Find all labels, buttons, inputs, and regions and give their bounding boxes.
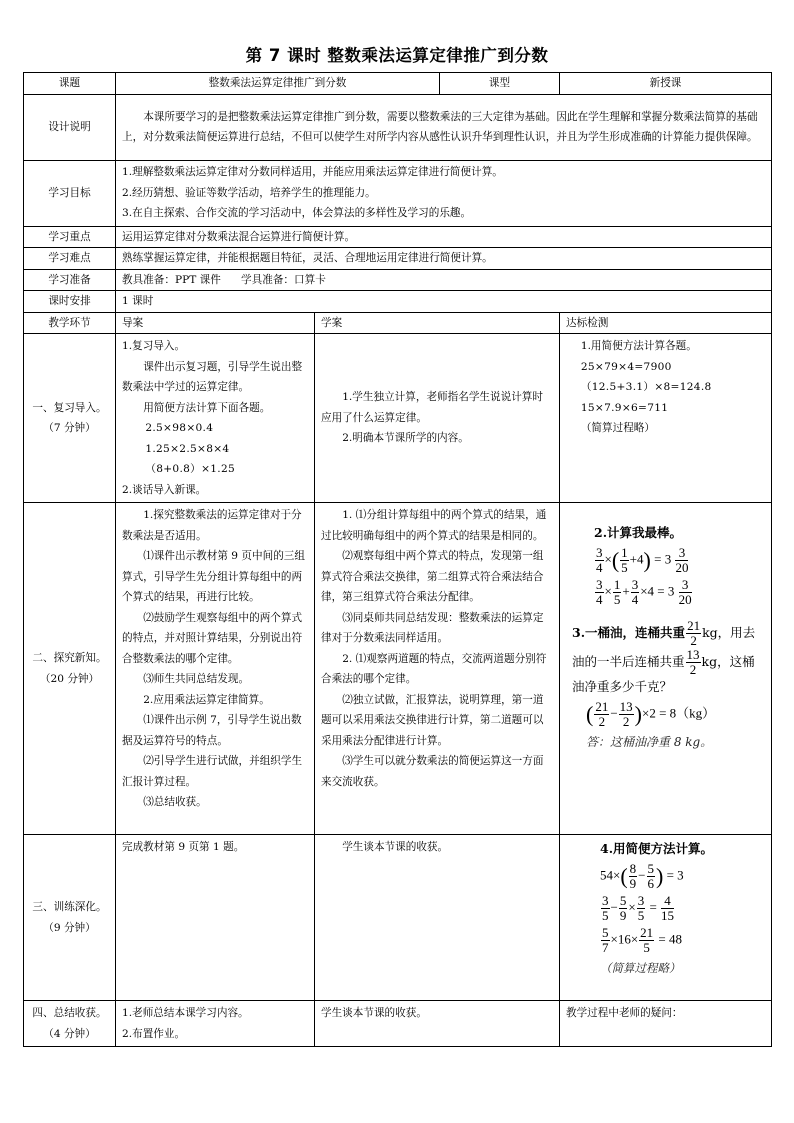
goal-item: 1.理解整数乘法运算定律对分数同样适用，并能应用乘法运算定律进行简便计算。 <box>122 166 503 179</box>
check-line: （简算过程略） <box>580 422 655 434</box>
practice-guide: 完成教材第 9 页第 1 题。 <box>116 835 315 1001</box>
difficulty-row <box>24 248 772 270</box>
equation-b: $\frac{3}{4}$ × $\frac{1}{5}$ + $\frac{3}{4}$ ×4 = 3 $\frac{3}{20}$ <box>596 577 692 607</box>
section-time: （4 分钟） <box>43 1027 96 1040</box>
learn-line: 2.明确本节课所学的内容。 <box>342 432 469 445</box>
design-text: 本课所要学习的是把整数乘法运算定律推广到分数，需要以整数乘法的三大定律为基础。因此在学生理解和掌握分数乘法简算的基础上，对分数乘法简便运算进行总结，不但可以使学生对所学内容从感性认识升华到理性认识，并且为学生形成准确的计算能力提供保障。 <box>122 110 758 143</box>
guide-line: 2.谈话导入新课。 <box>122 483 207 496</box>
summary-learn: 学生谈本节课的收获。 <box>315 1001 560 1047</box>
page-title: 第 7 课时 整数乘法运算定律推广到分数 <box>245 46 549 65</box>
learn-line: ⑵观察每组中两个算式的特点，发现第一组算式符合乘法交换律，第二组算式符合乘法结合律，第三组算式符合乘法分配律。 <box>321 550 544 603</box>
q2-title: 2.计算我最棒。 <box>594 525 683 540</box>
check-line: 15×7.9×6=711 <box>580 401 669 414</box>
review-row <box>24 334 772 503</box>
check-line: 25×79×4=7900 <box>580 360 672 373</box>
learn-line: 1.学生独立计算，老师指名学生说说计算时应用了什么运算定律。 <box>321 391 543 424</box>
q4-equation-1: 54×( $\frac{8}{9}$ − $\frac{5}{6}$ ) = 3 <box>600 861 684 891</box>
guide-line: 2.布置作业。 <box>122 1027 186 1040</box>
difficulty-label: 学习难点 <box>24 248 116 270</box>
schedule-text: 1 课时 <box>116 291 772 313</box>
schedule-row <box>24 291 772 313</box>
design-row <box>24 94 772 160</box>
guide-line: 用简便方法计算下面各题。 <box>143 401 271 414</box>
learn-line: 2. ⑴观察两道题的特点，交流两道题分别符合乘法的哪个定律。 <box>321 652 547 685</box>
schedule-label: 课时安排 <box>24 291 116 313</box>
difficulty-text: 熟练掌握运算定律，并能根据题目特征，灵活、合理地运用定律进行简便计算。 <box>116 248 772 270</box>
guide-line: ⑴课件出示教材第 9 页中间的三组算式，引导学生先分组计算每组中的两个算式的结果，再进行比较。 <box>122 550 305 603</box>
q3-answer: 答：这桶油净重 8 kg。 <box>586 735 713 749</box>
key-row <box>24 226 772 248</box>
q3-text: 3.一桶油，连桶共重 $\frac{21}{2}$ kg，用去油的一半后连桶共重 $\frac{13}{2}$ kg，这桶油净重多少千克？ <box>572 618 756 694</box>
design-label: 设计说明 <box>24 94 116 160</box>
col-learn: 学案 <box>315 312 560 334</box>
col-step: 教学环节 <box>24 312 116 334</box>
guide-line: ⑴课件出示例 7，引导学生说出数据及运算符号的特点。 <box>122 714 302 747</box>
check-line: （12.5+3.1）×8=124.8 <box>580 381 712 393</box>
practice-learn: 学生谈本节课的收获。 <box>342 841 449 853</box>
section-name: 四、总结收获。 <box>32 1007 107 1019</box>
lesson-label: 课题 <box>24 73 116 95</box>
guide-line: ⑵引导学生进行试做，并组织学生汇报计算过程。 <box>122 755 303 788</box>
q4-title: 4.用简便方法计算。 <box>600 841 714 856</box>
col-check: 达标检测 <box>560 312 772 334</box>
section-time: （9 分钟） <box>43 921 96 934</box>
section-time: （20 分钟） <box>39 672 100 685</box>
type-value: 新授课 <box>560 73 772 95</box>
guide-line: ⑶总结收获。 <box>143 796 207 808</box>
q4-note: （简算过程略） <box>600 961 681 975</box>
guide-line: 2.5×98×0.4 <box>145 422 214 434</box>
q4-equation-3: $\frac{5}{7}$ ×16× $\frac{21}{5}$ = 48 <box>602 925 683 955</box>
section-time: （7 分钟） <box>43 422 96 434</box>
check-line: 1.用简便方法计算各题。 <box>580 340 697 352</box>
explore-row <box>24 503 772 835</box>
prep-row <box>24 269 772 291</box>
learn-line: ⑵独立试做，汇报算法，说明算理，第一道题可以采用乘法交换律进行计算，第二道题可以采用乘法分配律进行计算。 <box>321 693 544 747</box>
lesson-value: 整数乘法运算定律推广到分数 <box>116 73 440 95</box>
prep-text: 教具准备：PPT 课件 学具准备：口算卡 <box>116 269 772 291</box>
key-text: 运用运算定律对分数乘法混合运算进行简便计算。 <box>116 226 772 248</box>
summary-row <box>24 1001 772 1047</box>
guide-line: 1.探究整数乘法的运算定律对于分数乘法是否适用。 <box>122 509 302 542</box>
learn-line: ⑶同桌师共同总结发现：整数乘法的运算定律对于分数乘法同样适用。 <box>321 611 544 644</box>
q4-equation-2: $\frac{3}{5}$ − $\frac{5}{9}$ × $\frac{3}{5}$ = $\frac{4}{15}$ <box>602 893 675 923</box>
section-name: 一、复习导入。 <box>32 401 107 414</box>
summary-check: 教学过程中老师的疑问： <box>560 1001 772 1047</box>
goal-item: 2.经历猜想、验证等数学活动，培养学生的推理能力。 <box>122 186 376 199</box>
goals-row <box>24 160 772 226</box>
guide-line: （8+0.8）×1.25 <box>145 463 236 475</box>
practice-row <box>24 835 772 1001</box>
guide-line: 1.老师总结本课学习内容。 <box>122 1007 249 1019</box>
q3-equation: ( $\frac{21}{2}$ − $\frac{13}{2}$ )×2 = 8（kg） <box>586 699 716 729</box>
col-guide: 导案 <box>116 312 315 334</box>
guide-line: 1.25×2.5×8×4 <box>145 442 230 455</box>
prep-label: 学习准备 <box>24 269 116 291</box>
type-label: 课型 <box>440 73 560 95</box>
guide-line: 1.复习导入。 <box>122 340 186 352</box>
lesson-plan-table <box>23 72 772 1047</box>
header-row <box>24 73 772 95</box>
learn-line: ⑶学生可以就分数乘法的简便运算这一方面来交流收获。 <box>321 755 544 788</box>
column-header-row <box>24 312 772 334</box>
section-name: 三、训练深化。 <box>32 901 107 913</box>
equation-a: $\frac{3}{4}$ ×( $\frac{1}{5}$ +4) = 3 $\frac{3}{20}$ <box>596 545 689 575</box>
key-label: 学习重点 <box>24 226 116 248</box>
goal-item: 3.在自主探索、合作交流的学习活动中，体会算法的多样性及学习的乐趣。 <box>122 207 472 220</box>
guide-line: 2.应用乘法运算定律简算。 <box>143 693 270 706</box>
guide-line: ⑵鼓励学生观察每组中的两个算式的特点，并对照计算结果，分别说出符合整数乘法的哪个定律。 <box>122 611 303 665</box>
section-name: 二、探究新知。 <box>32 652 107 664</box>
learn-line: 1. ⑴分组计算每组中的两个算式的结果，通过比较明确每组中的两个算式的结果是相同的。 <box>321 509 547 542</box>
goals-label: 学习目标 <box>24 160 116 226</box>
guide-line: 课件出示复习题，引导学生说出整数乘法中学过的运算定律。 <box>122 360 303 393</box>
guide-line: ⑶师生共同总结发现。 <box>143 673 250 685</box>
